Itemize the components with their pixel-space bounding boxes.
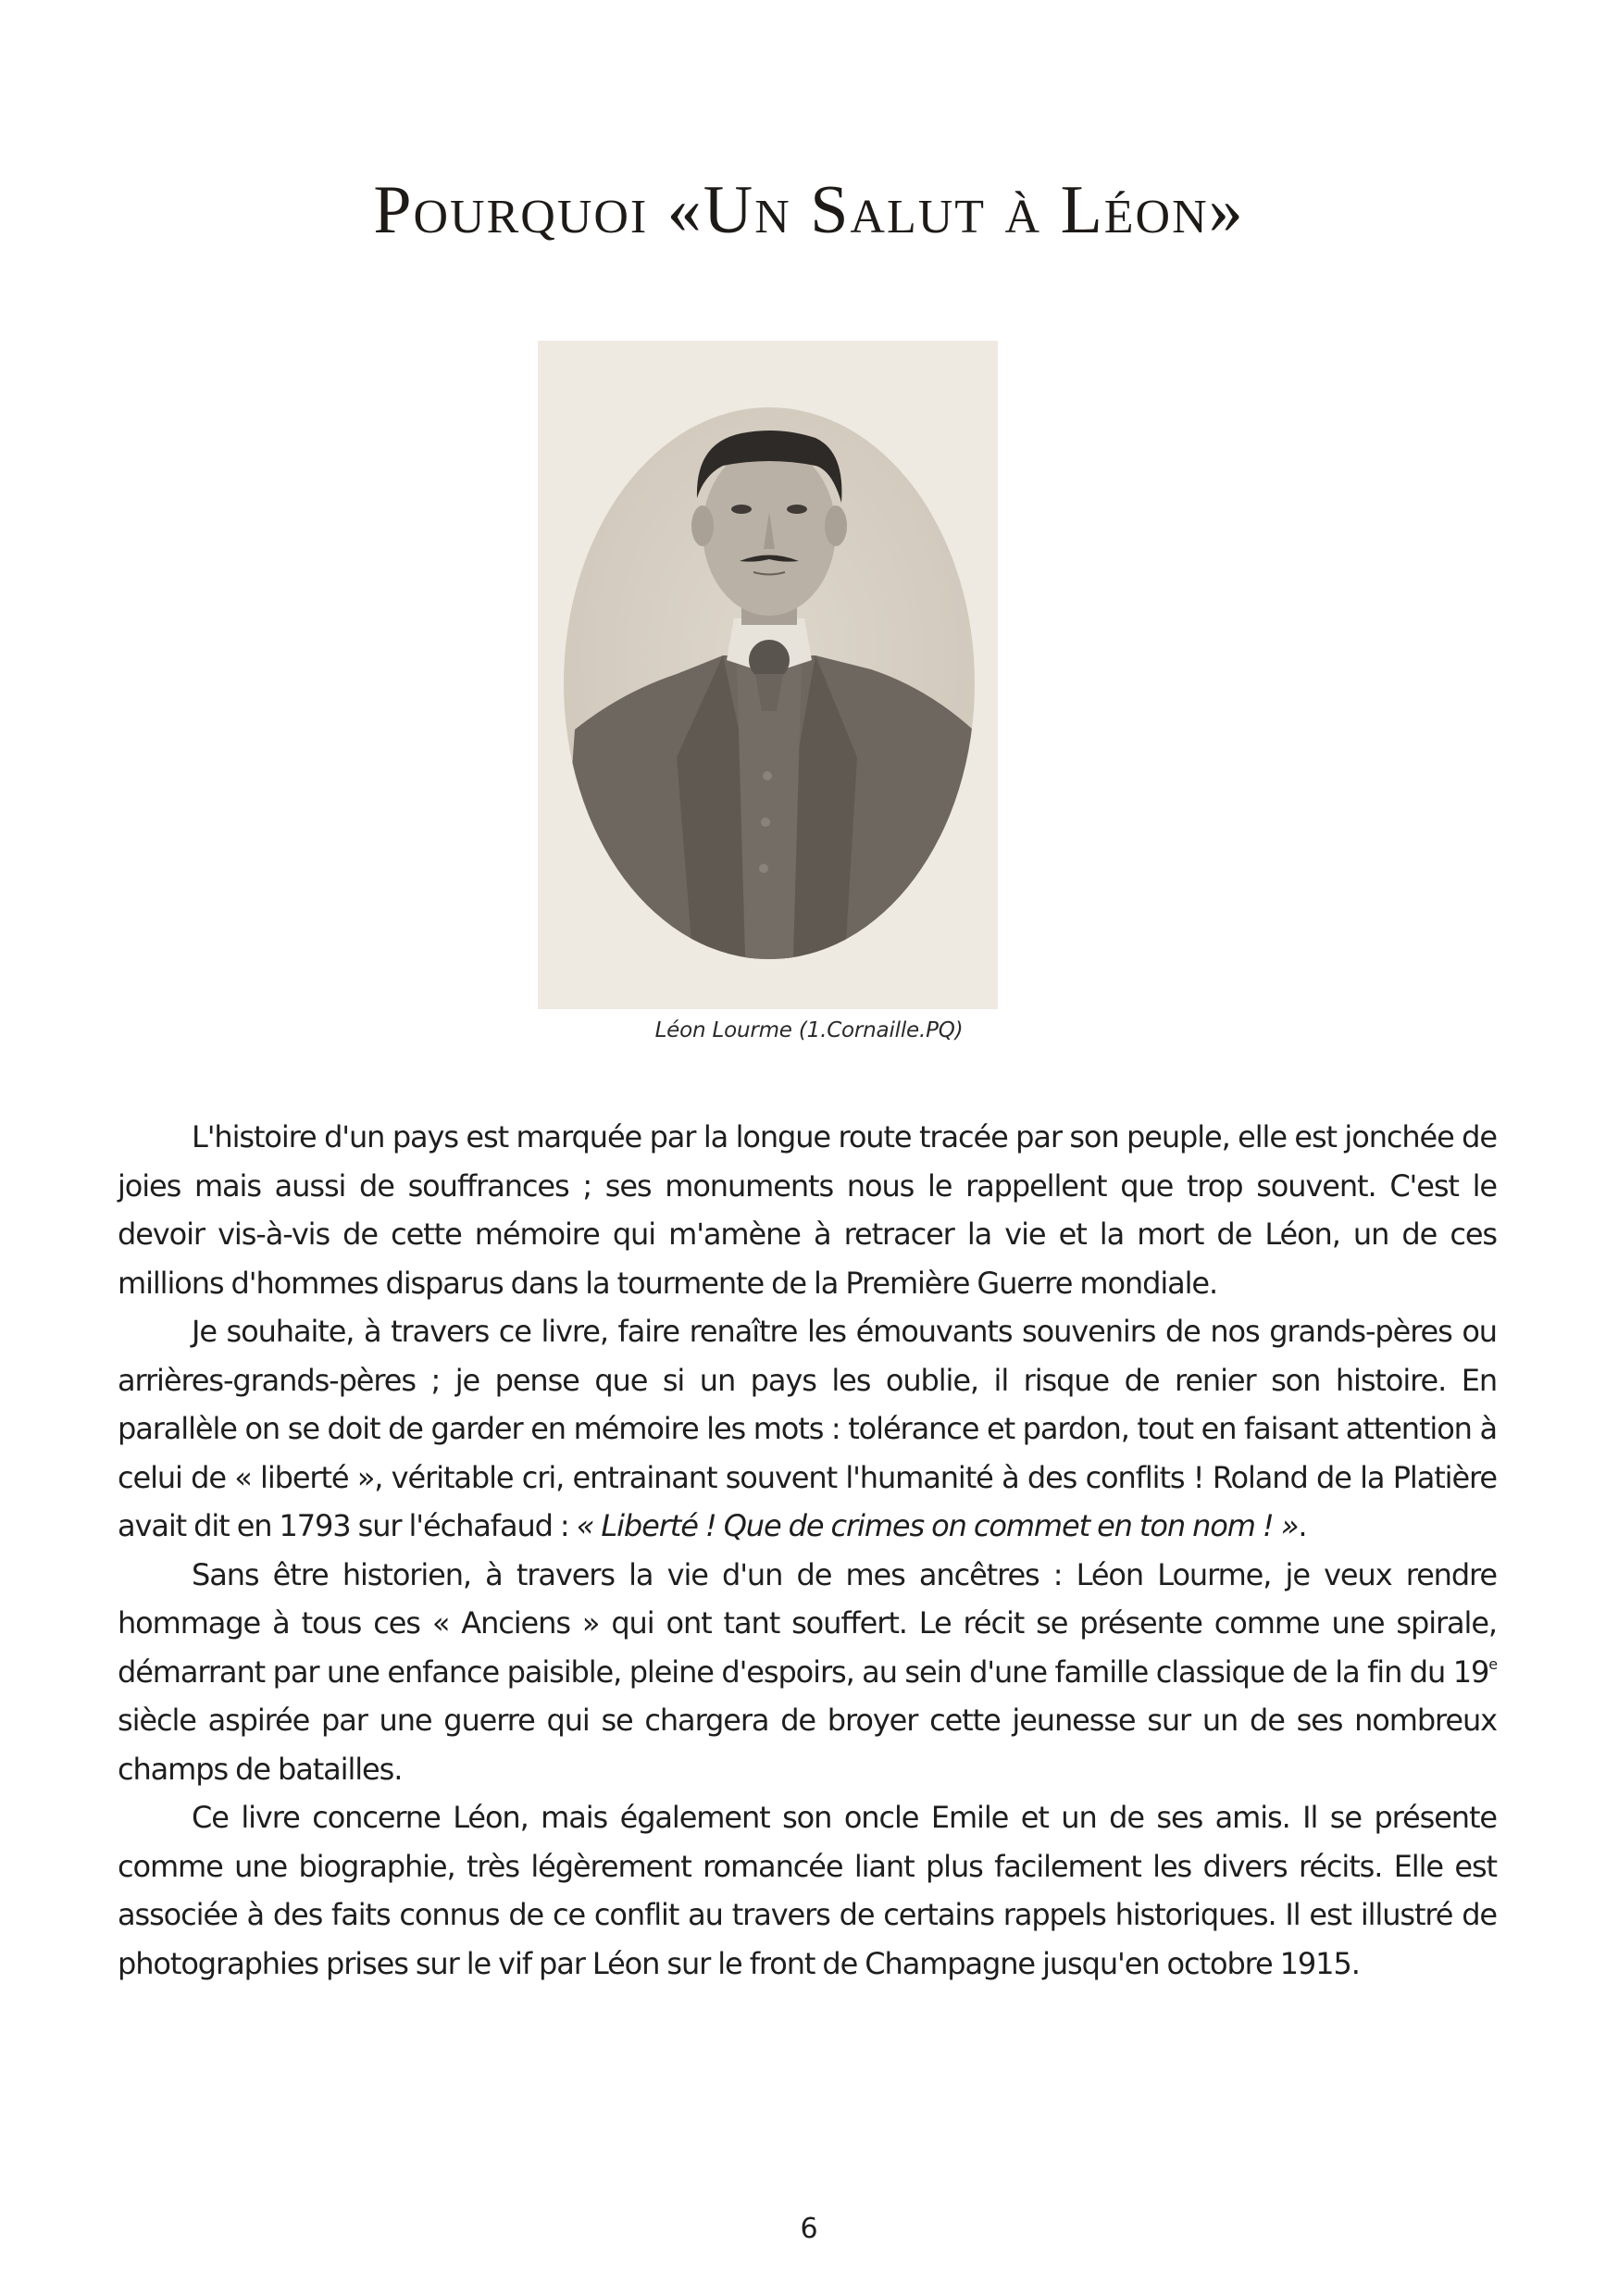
paragraph-4: Ce livre concerne Léon, mais également son oncle Emile et un de ses amis. Il se présente comme une biographie, très légèrement romancée liant plus facilement les divers récits. Elle est associée à des faits connus de ce conflit au travers de certains rappels historiques. Il est illustré de photographies prises sur le vif par Léon sur le front de Champagne jusqu'en octobre 1915. [118, 1800, 1497, 1981]
paragraph-2-text: Je souhaite, à travers ce livre, faire renaître les émouvants souvenirs de nos grands-pères ou arrières-grands-pères ; je pense que si un pays les oublie, il risque de renier son histoire. En parallèle on se doit de garder en mémoire les mots : tolérance et pardon, tout en faisant attention à celui de « liberté », véritable cri, entrainant souvent l'humanité à des conflits ! Roland de la Platière avait dit en 1793 sur l'échafaud : [118, 1314, 1497, 1543]
page-title: Pourquoi «Un Salut à Léon» [373, 172, 1245, 248]
body-text [118, 1113, 1497, 1988]
paragraph-2-end: . [1298, 1508, 1307, 1543]
page-number: 6 [800, 2213, 818, 2245]
paragraph-2 [118, 1307, 1497, 1551]
century-superscript: e [1488, 1654, 1497, 1673]
portrait-photo-icon [538, 341, 998, 1009]
paragraph-1: L'histoire d'un pays est marquée par la longue route tracée par son peuple, elle est jonchée de joies mais aussi de souffrances ; ses monuments nous le rappellent que trop souvent. C'est le devoir vis-à-vis de cette mémoire qui m'amène à retracer la vie et la mort de Léon, un de ces millions d'hommes disparus dans la tourmente de la Première Guerre mondiale. [118, 1119, 1497, 1301]
paragraph-3 [118, 1551, 1497, 1794]
paragraph-3-end: siècle aspirée par une guerre qui se chargera de broyer cette jeunesse sur un de ses nombreux champs de batailles. [118, 1703, 1497, 1787]
photo-caption: Léon Lourme (1.Cornaille.PQ) [654, 1018, 964, 1042]
roland-quote: « Liberté ! Que de crimes on commet en ton nom ! » [576, 1508, 1299, 1543]
paragraph-3-start: Sans être historien, à travers la vie d'un de mes ancêtres : Léon Lourme, je veux rendre hommage à tous ces « Anciens » qui ont tant souffert. Le récit se présente comme une spirale, démarrant par une enfance paisible, pleine d'espoirs, au sein d'une famille classique de la fin du 19 [118, 1556, 1497, 1690]
portrait-photo [538, 341, 998, 1009]
